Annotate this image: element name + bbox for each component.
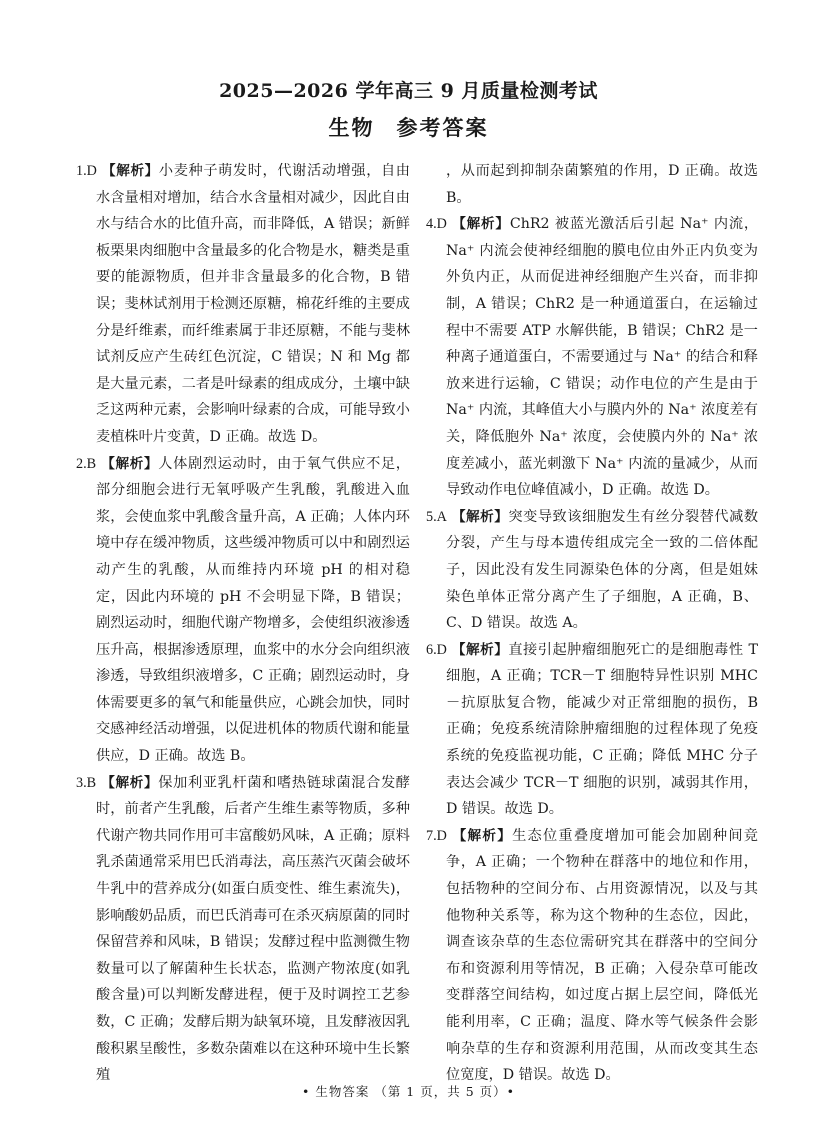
analysis-tag: 【解析】 (101, 774, 159, 791)
subject-label: 生物 (328, 115, 375, 140)
answer-number: 1.D (76, 163, 97, 179)
answer-text: 人体剧烈运动时，由于氧气供应不足，部分细胞会进行无氧呼吸产生乳酸，乳酸进入血浆，会使血浆中乳酸含量升高，A 正确；人体内环境中存在缓冲物质，这些缓冲物质可以中和剧烈运动产生的乳酸，从而维持内环境 pH 的相对稳定，因此内环境的 pH 不会明显下降，B 错误；剧烈运动时，细胞代谢产物增多，会使组织液渗透压升高，根据渗透原理，血浆中的水分会向组织液渗透，导致组织液增多，C 正确；剧烈运动时，身体需要更多的氧气和能量供应，心跳会加快，同时交感神经活动增强，以促进机体的物质代谢和能量供应，D 正确。故选 B。 (96, 455, 410, 765)
answer-number: 6.D (426, 641, 447, 658)
analysis-tag: 【解析】 (102, 163, 159, 179)
analysis-tag: 【解析】 (452, 216, 510, 233)
answer-item (426, 637, 758, 823)
answer-number: 3.B (76, 774, 97, 791)
answer-number: 4.D (426, 216, 447, 233)
analysis-tag: 【解析】 (451, 508, 509, 525)
answer-text: ChR2 被蓝光激活后引起 Na⁺ 内流，Na⁺ 内流会使神经细胞的膜电位由外正内负变为外负内正，从而促进神经细胞产生兴奋，而非抑制，A 错误；ChR2 是一种通道蛋白，在运输过程中不需要 ATP 水解供能，B 错误；ChR2 是一种离子通道蛋白，不需要通过与 Na⁺ 的结合和释放来进行运输，C 错误；动作电位的产生是由于 Na⁺ 内流，其峰值大小与膜内外的 Na⁺ 浓度差有关，降低胞外 Na⁺ 浓度，会使膜内外的 Na⁺ 浓度差减小，蓝光刺激下 Na⁺ 内流的量减少，从而导致动作电位峰值减小，D 正确。故选 D。 (446, 216, 759, 499)
analysis-tag: 【解析】 (451, 641, 509, 658)
answer-item (76, 451, 410, 770)
answer-text: 直接引起肿瘤细胞死亡的是细胞毒性 T 细胞，A 正确；TCR－T 细胞特异性识别 MHC－抗原肽复合物，能减少对正常细胞的损伤，B 正确；免疫系统清除肿瘤细胞的过程体现了免疫系统的免疫监视功能，C 正确；降低 MHC 分子表达会减少 TCR－T 细胞的识别，减弱其作用，D 错误。故选 D。 (446, 641, 758, 818)
answer-item (76, 770, 410, 1089)
answer-item (426, 823, 758, 1089)
answer-text: 小麦种子萌发时，代谢活动增强，自由水含量相对增加，结合水含量相对减少，因此自由水与结合水的比值升高，而非降低，A 错误；新鲜板栗果肉细胞中含量最多的化合物是水，糖类是重要的能源物质，但并非含量最多的化合物，B 错误；斐林试剂用于检测还原糖，棉花纤维的主要成分是纤维素，而纤维素属于非还原糖，不能与斐林试剂反应产生砖红色沉淀，C 错误；N 和 Mg 都是大量元素，二者是叶绿素的组成成分，土壤中缺乏这两种元素，会影响叶绿素的合成，可能导致小麦植株叶片变黄，D 正确。故选 D。 (96, 163, 410, 445)
left-column (76, 158, 410, 1089)
answer-text: 突变导致该细胞发生有丝分裂替代减数分裂，产生与母本遗传组成完全一致的二倍体配子，因此没有发生同源染色体的分离，但是姐妹染色单体正常分离产生了子细胞，A 正确，B、C、D 错误。故选 A。 (446, 508, 759, 632)
answer-number: 5.A (426, 508, 447, 525)
answer-item (76, 158, 410, 451)
doc-type-label: 参考答案 (396, 115, 489, 140)
answer-text: 生态位重叠度增加可能会加剧种间竞争，A 正确；一个物种在群落中的地位和作用，包括物种的空间分布、占用资源情况，以及与其他物种关系等，称为这个物种的生态位，因此，调查该杂草的生态位需研究其在群落中的空间分布和资源利用等情况，B 正确；入侵杂草可能改变群落空间结构，如过度占据上层空间，降低光能利用率，C 正确；温度、降水等气候条件会影响杂草的生存和资源利用范围，从而改变其生态位宽度，D 错误。故选 D。 (446, 827, 758, 1084)
page-footer: • 生物答案 （第 1 页，共 5 页）• (302, 1084, 515, 1099)
right-column (426, 158, 758, 1089)
analysis-tag: 【解析】 (101, 455, 159, 472)
answer-item (426, 504, 758, 637)
answer-item (426, 211, 758, 504)
answer-continuation: ，从而起到抑制杂菌繁殖的作用，D 正确。故选 B。 (446, 163, 758, 206)
answer-text: 保加利亚乳杆菌和嗜热链球菌混合发酵时，前者产生乳酸，后者产生维生素等物质，多种代谢产物共同作用可丰富酸奶风味，A 正确；原料乳杀菌通常采用巴氏消毒法，高压蒸汽灭菌会破坏牛乳中的营养成分(如蛋白质变性、维生素流失)，影响酸奶品质，而巴氏消毒可在杀灭病原菌的同时保留营养和风味，B 错误；发酵过程中监测微生物数量可以了解菌种生长状态，监测产物浓度(如乳酸含量)可以判断发酵进程，便于及时调控工艺参数，C 正确；发酵后期为缺氧环境，且发酵液因乳酸积累呈酸性，多数杂菌难以在这种环境中生长繁殖 (96, 774, 410, 1084)
answer-number: 2.B (76, 455, 97, 472)
analysis-tag: 【解析】 (452, 827, 513, 844)
page-title: 2025—2026 学年高三 9 月质量检测考试 (219, 80, 598, 102)
answer-number: 7.D (426, 827, 447, 844)
page-subtitle (0, 112, 817, 142)
